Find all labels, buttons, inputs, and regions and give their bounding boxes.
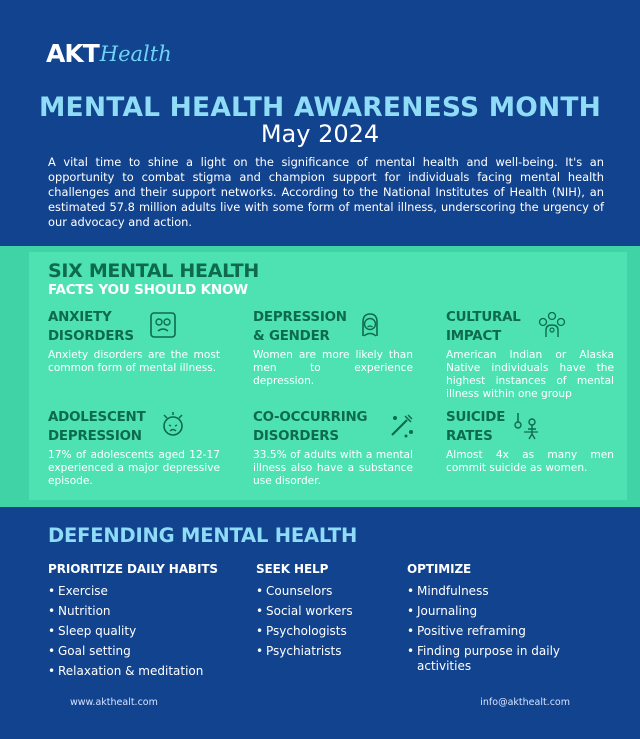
habits-list (48, 582, 238, 680)
fact-title: CO-OCCURRING DISORDERS (253, 410, 368, 444)
anxious-face-icon (148, 310, 178, 340)
facts-heading: SIX MENTAL HEALTH (48, 260, 260, 282)
list-item: • Nutrition (48, 602, 238, 620)
column-optimize (407, 562, 577, 676)
optimize-list (407, 582, 577, 674)
column-heading: OPTIMIZE (407, 562, 472, 576)
logo-primary-text: AKT (46, 39, 99, 68)
noose-person-icon (512, 410, 542, 440)
fact-body: Women are more likely than men to experience depression. (253, 349, 413, 387)
fact-cultural-impact (446, 308, 614, 401)
column-heading: SEEK HELP (256, 562, 329, 576)
list-item: • Relaxation & meditation (48, 662, 238, 680)
list-item: • Journaling (407, 602, 577, 620)
list-item: • Positive reframing (407, 622, 577, 640)
intro-paragraph: A vital time to shine a light on the significance of mental health and well-being. It's an opportunity to combat stigma and champion support for individuals facing mental health challenges and their support networks. According to the National Institutes of Health (NIH), an estimated 57.8 million adults live with some form of mental illness, underscoring the urgency of our advocacy and action. (48, 155, 604, 229)
fact-body: Anxiety disorders are the most common form of mental illness. (48, 349, 220, 374)
fact-body: American Indian or Alaska Native individuals have the highest instances of mental illness within one group (446, 349, 614, 400)
list-item: • Social workers (256, 602, 396, 620)
column-daily-habits (48, 562, 238, 682)
fact-title: ANXIETY DISORDERS (48, 310, 134, 344)
page-title: MENTAL HEALTH AWARENESS MONTH (38, 92, 602, 123)
fact-title: SUICIDE RATES (446, 410, 506, 444)
list-item: • Psychiatrists (256, 642, 396, 660)
page-subtitle: May 2024 (260, 120, 380, 148)
footer-email: info@akthealt.com (480, 697, 570, 708)
fact-body: Almost 4x as many men commit suicide as women. (446, 449, 614, 474)
defending-title: DEFENDING MENTAL HEALTH (48, 524, 358, 547)
fact-title: CULTURAL IMPACT (446, 310, 521, 344)
fact-body: 33.5% of adults with a mental illness also have a substance use disorder. (253, 449, 413, 487)
list-item: • Goal setting (48, 642, 238, 660)
list-item: • Psychologists (256, 622, 396, 640)
logo-secondary-text: Health (99, 42, 172, 66)
facts-subheading: FACTS YOU SHOULD KNOW (48, 282, 248, 298)
fact-title: DEPRESSION & GENDER (253, 310, 347, 344)
fact-adolescent-depression (48, 408, 220, 488)
column-seek-help (256, 562, 396, 662)
fact-body: 17% of adolescents aged 12-17 experienced a major depressive episode. (48, 449, 220, 487)
brand-logo (46, 36, 172, 66)
group-head-icon (537, 309, 567, 339)
seek-help-list (256, 582, 396, 660)
stressed-head-icon (158, 409, 188, 439)
list-item: • Counselors (256, 582, 396, 600)
list-item: • Finding purpose in daily activities (407, 644, 577, 674)
syringe-pills-icon (387, 410, 417, 440)
list-item: • Mindfulness (407, 582, 577, 600)
fact-title: ADOLESCENT DEPRESSION (48, 410, 146, 444)
list-item: • Exercise (48, 582, 238, 600)
footer-website: www.akthealt.com (70, 697, 158, 708)
fact-anxiety (48, 308, 220, 375)
woman-sad-icon (355, 310, 385, 340)
list-item: • Sleep quality (48, 622, 238, 640)
fact-depression-gender (253, 308, 413, 388)
column-heading: PRIORITIZE DAILY HABITS (48, 562, 218, 576)
